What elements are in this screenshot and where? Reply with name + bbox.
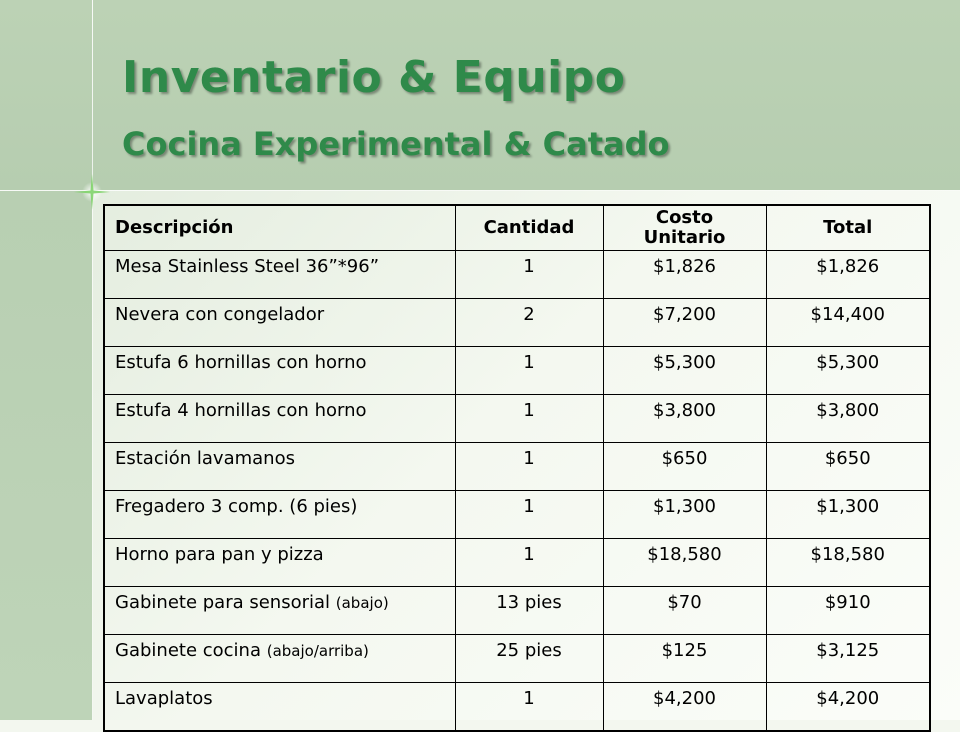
table-row bbox=[104, 683, 930, 732]
cell-quantity: 25 pies bbox=[455, 635, 603, 683]
table-row bbox=[104, 395, 930, 443]
table-row bbox=[104, 347, 930, 395]
description-note: (abajo) bbox=[335, 594, 389, 612]
slide-subtitle: Cocina Experimental & Catado bbox=[122, 125, 670, 163]
description-text: Estufa 6 hornillas con horno bbox=[115, 352, 367, 373]
cell-quantity: 2 bbox=[455, 299, 603, 347]
description-text: Estación lavamanos bbox=[115, 448, 295, 469]
cell-quantity: 1 bbox=[455, 347, 603, 395]
cell-quantity: 1 bbox=[455, 539, 603, 587]
description-text: Fregadero 3 comp. (6 pies) bbox=[115, 496, 358, 517]
cell-total: $5,300 bbox=[766, 347, 930, 395]
horizontal-divider bbox=[0, 190, 960, 191]
cell-quantity: 1 bbox=[455, 251, 603, 299]
cell-unit-cost: $3,800 bbox=[603, 395, 766, 443]
cell-description bbox=[104, 683, 455, 732]
cell-total: $910 bbox=[766, 587, 930, 635]
cell-description bbox=[104, 587, 455, 635]
cell-unit-cost: $18,580 bbox=[603, 539, 766, 587]
cell-unit-cost: $1,826 bbox=[603, 251, 766, 299]
table-row bbox=[104, 635, 930, 683]
left-band-background bbox=[0, 190, 92, 720]
cell-unit-cost: $1,300 bbox=[603, 491, 766, 539]
description-text: Horno para pan y pizza bbox=[115, 544, 324, 565]
cell-description bbox=[104, 491, 455, 539]
description-text: Gabinete cocina bbox=[115, 640, 267, 661]
cell-unit-cost: $4,200 bbox=[603, 683, 766, 732]
cell-quantity: 1 bbox=[455, 683, 603, 732]
cell-total: $18,580 bbox=[766, 539, 930, 587]
inventory-table bbox=[103, 204, 931, 732]
cell-unit-cost: $7,200 bbox=[603, 299, 766, 347]
cell-description bbox=[104, 347, 455, 395]
cell-unit-cost: $70 bbox=[603, 587, 766, 635]
cell-quantity: 1 bbox=[455, 395, 603, 443]
header-quantity: Cantidad bbox=[455, 205, 603, 251]
cell-description bbox=[104, 299, 455, 347]
cell-total: $14,400 bbox=[766, 299, 930, 347]
cell-total: $1,300 bbox=[766, 491, 930, 539]
header-total: Total bbox=[766, 205, 930, 251]
cell-total: $1,826 bbox=[766, 251, 930, 299]
header-description: Descripción bbox=[104, 205, 455, 251]
header-unit-cost: Costo Unitario bbox=[603, 205, 766, 251]
slide-title: Inventario & Equipo bbox=[122, 52, 626, 103]
table-row bbox=[104, 539, 930, 587]
description-text: Gabinete para sensorial bbox=[115, 592, 336, 613]
description-text: Nevera con congelador bbox=[115, 304, 325, 325]
cell-description bbox=[104, 395, 455, 443]
description-text: Mesa Stainless Steel 36”*96” bbox=[115, 256, 380, 277]
cell-quantity: 13 pies bbox=[455, 587, 603, 635]
cell-total: $3,125 bbox=[766, 635, 930, 683]
table-row bbox=[104, 299, 930, 347]
table-row bbox=[104, 491, 930, 539]
cell-description bbox=[104, 251, 455, 299]
cell-unit-cost: $5,300 bbox=[603, 347, 766, 395]
cell-description bbox=[104, 539, 455, 587]
cell-unit-cost: $125 bbox=[603, 635, 766, 683]
table-header-row bbox=[104, 205, 930, 251]
cell-description bbox=[104, 443, 455, 491]
description-note: (abajo/arriba) bbox=[266, 642, 369, 660]
description-text: Lavaplatos bbox=[115, 688, 213, 709]
cell-unit-cost: $650 bbox=[603, 443, 766, 491]
table-row bbox=[104, 587, 930, 635]
vertical-divider bbox=[92, 0, 93, 720]
cell-description bbox=[104, 635, 455, 683]
cell-total: $4,200 bbox=[766, 683, 930, 732]
cell-quantity: 1 bbox=[455, 443, 603, 491]
table-row bbox=[104, 443, 930, 491]
cell-total: $3,800 bbox=[766, 395, 930, 443]
cell-quantity: 1 bbox=[455, 491, 603, 539]
table-row bbox=[104, 251, 930, 299]
description-text: Estufa 4 hornillas con horno bbox=[115, 400, 367, 421]
cell-total: $650 bbox=[766, 443, 930, 491]
